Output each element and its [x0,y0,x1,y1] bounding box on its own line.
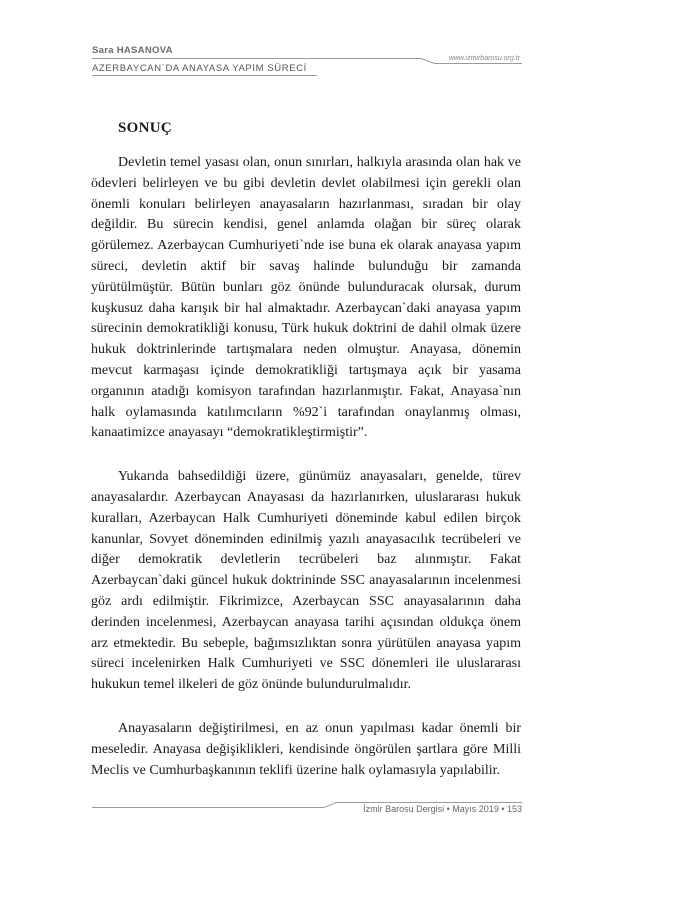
paragraph-3: Anayasaların değiştirilmesi, en az onun yapılması kadar önemli bir meseledir. Anayasa değişiklikleri, kendisinde öngörülen şartlara göre Milli Meclis ve Cumhurbaşkanının teklifi üzerine halk oylamasıyla yapılabilir. [91,720,521,778]
header-rule-bottom [92,75,317,76]
footer-rule [92,807,324,808]
header-article-title: AZERBAYCAN`DA ANAYASA YAPIM SÜRECİ [92,63,307,74]
paragraph-2: Yukarıda bahsedildiği üzere, günümüz anayasaları, genelde, türev anayasalardır. Azerbaycan Anayasası da hazırlanırken, uluslararası hukuk kuralları, Azerbaycan Halk Cumhuriyeti döneminde kabul edilen birçok kanunlar, Sovyet döneminden edinilmiş yazılı anayasacılık tecrübeleri ve diğer demokratik devletlerin tecrübeleri baz alınmıştır. Fakat Azerbaycan`daki güncel hukuk doktrininde SSC anayasalarının incelenmesi göz ardı edilmiştir. Fikrimizce, Azerbaycan SSC anayasalarının daha derinden incelenmesi, Azerbaycan anayasa tarihi açısından oldukça önem arz etmektedir. Bu sebeple, bağımsızlıktan sonra yürütülen anayasa yapım süreci incelenirken Halk Cumhuriyeti ve SSC dönemleri ile uluslararası hukukun temel ilkeleri de göz önünde bulundurulmalıdır. [91,469,521,693]
paragraph-1: Devletin temel yasası olan, onun sınırları, halkıyla arasında olan hak ve ödevleri belirleyen ve bu gibi devletin devlet olabilmesi için gerekli olan önemli konuları belirleyen anayasaların hazırlanması, sıradan bir olay değildir. Bu sürecin kendisi, genel anlamda olağan bir süreç olarak görülemez. Azerbaycan Cumhuriyeti`nde ise buna ek olarak anayasa yapım süreci, devletin aktif bir savaş halinde bulunduğu bir zamanda yürütülmüştür. Bütün bunları göz önünde bulunduracak olursak, durum kuşkusuz daha karışık bir hal almaktadır. Azerbaycan`daki anayasa yapım sürecinin demokratikliği konusu, Türk hukuk doktrini de dahil olmak üzere hukuk doktrinlerinde tartışmalara neden olmuştur. Anayasa, dönemin mevcut karmaşası içinde demokratikliği tartışmaya açık bir yasama organının atadığı komisyon tarafından hazırlanmıştır. Fakat, Anayasa`nın halk oylamasında katılımcıların %92`i tarafından onaylanmış olması, kanaatimizce anayasayı “demokratikleştirmiştir”. [91,155,521,441]
header-rule-slant [421,58,434,64]
section-heading: SONUÇ [118,120,173,136]
footer-rule-right [337,802,522,803]
footer-rule-slant [324,802,337,808]
body-text [91,153,521,804]
page-header [92,45,522,77]
page-footer [92,795,522,815]
footer-journal-info: İzmir Barosu Dergisi • Mayıs 2019 • 153 [363,804,522,814]
header-rule [92,58,422,59]
header-rule-right [434,63,522,64]
header-author: Sara HASANOVA [92,45,173,56]
header-url: www.izmirbarosu.org.tr [448,55,520,62]
